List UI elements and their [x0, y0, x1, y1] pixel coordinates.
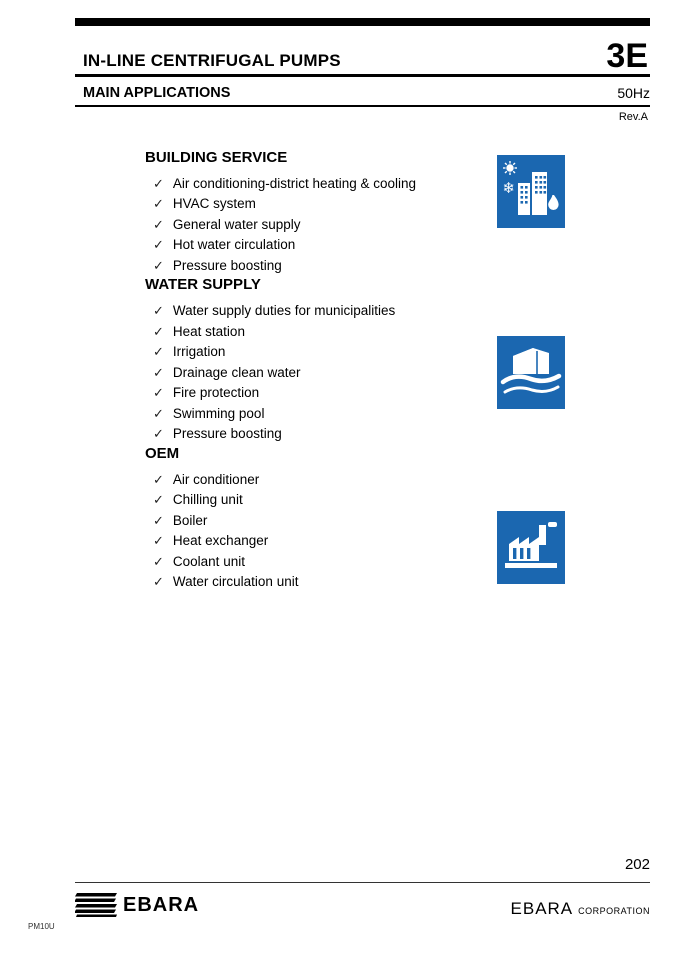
page-subtitle: MAIN APPLICATIONS	[83, 84, 231, 101]
check-icon: ✓	[153, 553, 164, 569]
section-heading: OEM	[145, 444, 180, 462]
check-icon: ✓	[153, 492, 164, 508]
section-code: 3E	[606, 37, 648, 75]
check-icon: ✓	[153, 471, 164, 487]
footer-brand-logo	[75, 893, 199, 917]
list-item-text: Boiler	[172, 512, 208, 528]
list-item-text: Drainage clean water	[172, 364, 301, 380]
header-row	[75, 37, 650, 77]
check-icon: ✓	[153, 405, 164, 421]
footer-brand-text: EBARA	[123, 893, 200, 916]
list-item-text: General water supply	[172, 216, 301, 232]
document-code: PM10U	[28, 922, 55, 931]
subheader-row	[75, 77, 650, 107]
list-item	[145, 215, 475, 236]
list-item-text: Air conditioning-district heating & cooling	[172, 175, 417, 191]
list-item	[145, 531, 475, 552]
check-icon: ✓	[153, 364, 164, 380]
list-item	[145, 322, 475, 343]
svg-text:❄: ❄	[502, 179, 516, 197]
check-icon: ✓	[153, 196, 164, 212]
check-icon: ✓	[153, 426, 164, 442]
list-item-text: Coolant unit	[172, 553, 245, 569]
list-item	[145, 383, 475, 404]
section-water-supply	[145, 276, 475, 445]
list-item-text: Chilling unit	[172, 492, 243, 508]
list-item-text: Fire protection	[172, 385, 260, 401]
check-icon: ✓	[153, 237, 164, 253]
footer-divider	[75, 882, 650, 883]
ebara-logo-mark	[75, 893, 117, 917]
list-item	[145, 342, 475, 363]
list-item-text: Hot water circulation	[172, 237, 296, 253]
corporation-suffix: CORPORATION	[578, 906, 650, 916]
list-item	[145, 490, 475, 511]
page-title: IN-LINE CENTRIFUGAL PUMPS	[83, 50, 341, 70]
section-heading: BUILDING SERVICE	[145, 148, 288, 166]
list-item	[145, 174, 475, 195]
list-item-text: Water supply duties for municipalities	[172, 303, 396, 319]
list-item	[145, 470, 475, 491]
list-item-text: Irrigation	[172, 344, 226, 360]
check-list	[145, 301, 475, 445]
corporation-name: EBARA	[510, 899, 574, 918]
document-body	[75, 18, 650, 593]
list-item	[145, 194, 475, 215]
section-heading: WATER SUPPLY	[145, 276, 261, 294]
check-icon: ✓	[153, 257, 164, 273]
list-item-text: Pressure boosting	[172, 257, 282, 273]
list-item	[145, 511, 475, 532]
building-hvac-icon	[497, 155, 565, 228]
list-item	[145, 235, 475, 256]
check-icon: ✓	[153, 303, 164, 319]
list-item	[145, 572, 475, 593]
frequency-label: 50Hz	[617, 84, 650, 101]
list-item	[145, 552, 475, 573]
check-icon: ✓	[153, 323, 164, 339]
water-supply-icon	[497, 336, 565, 409]
list-item-text: Swimming pool	[172, 405, 265, 421]
list-item-text: HVAC system	[172, 196, 256, 212]
footer-corporation	[511, 899, 650, 919]
top-black-bar	[75, 18, 650, 26]
check-icon: ✓	[153, 385, 164, 401]
list-item-text: Air conditioner	[172, 471, 260, 487]
check-list	[145, 470, 475, 593]
list-item-text: Water circulation unit	[172, 574, 299, 590]
list-item-text: Pressure boosting	[172, 426, 282, 442]
list-item	[145, 404, 475, 425]
section-oem	[145, 445, 475, 593]
check-icon: ✓	[153, 216, 164, 232]
check-icon: ✓	[153, 512, 164, 528]
list-item	[145, 424, 475, 445]
list-item	[145, 363, 475, 384]
list-item-text: Heat exchanger	[172, 533, 269, 549]
section-building-service	[145, 149, 475, 277]
list-item	[145, 301, 475, 322]
factory-icon	[497, 511, 565, 584]
page-number: 202	[624, 856, 650, 873]
list-item-text: Heat station	[172, 323, 245, 339]
list-item	[145, 256, 475, 277]
check-list	[145, 174, 475, 277]
check-icon: ✓	[153, 344, 164, 360]
check-icon: ✓	[153, 574, 164, 590]
revision-label: Rev.A	[618, 110, 648, 123]
application-sections	[145, 149, 475, 593]
check-icon: ✓	[153, 533, 164, 549]
check-icon: ✓	[153, 175, 164, 191]
